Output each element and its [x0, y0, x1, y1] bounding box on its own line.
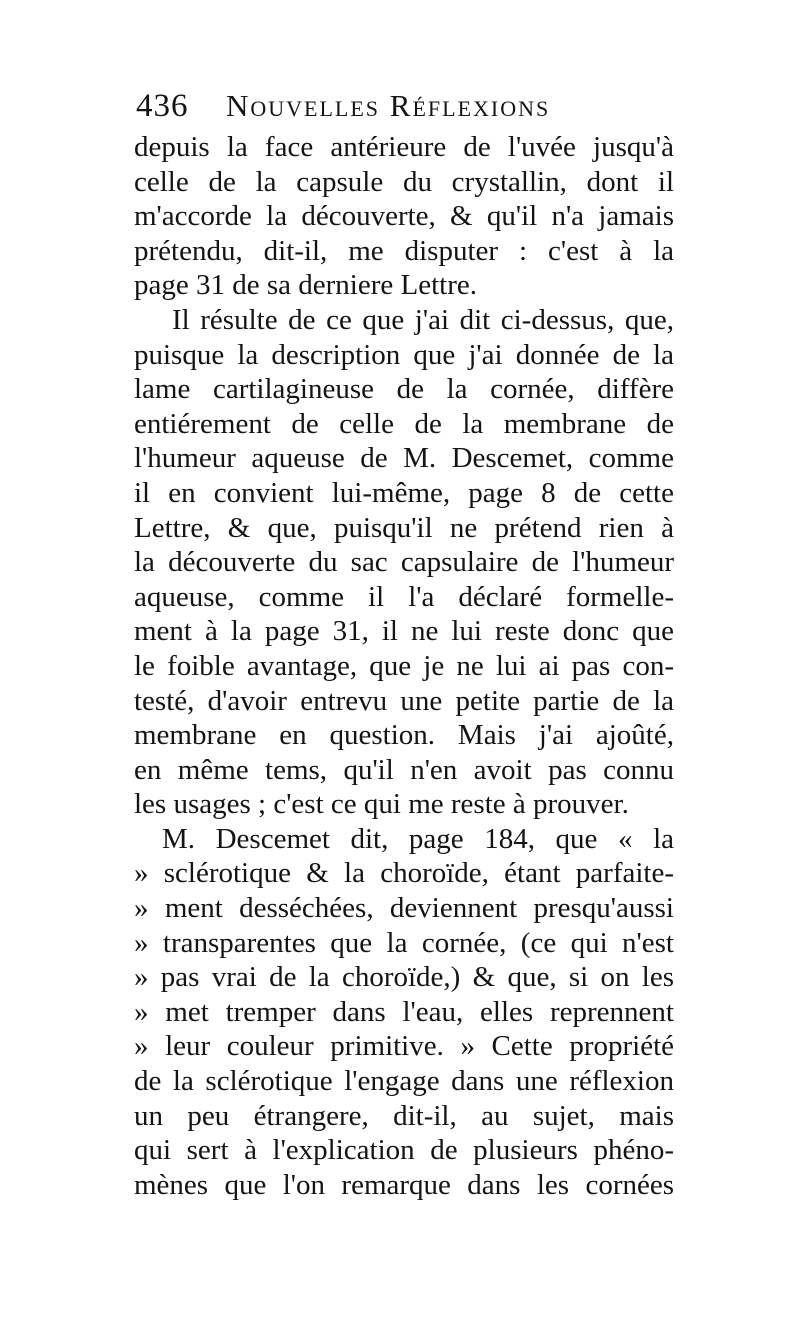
text-line: m'accorde la découverte, & qu'il n'a jamais	[134, 200, 674, 233]
page-header	[136, 82, 666, 130]
text-line: Lettre, & que, puisqu'il ne prétend rien à	[134, 511, 674, 544]
text-line: entiérement de celle de la membrane de	[134, 407, 674, 440]
text-line: depuis la face antérieure de l'uvée jusqu'à	[134, 131, 674, 163]
text-line: l'humeur aqueuse de M. Descemet, comme	[134, 442, 674, 475]
text-line: qui sert à l'explication de plusieurs phéno-	[134, 1134, 674, 1167]
body-text	[134, 130, 674, 1202]
text-line: celle de la capsule du crystallin, dont il	[134, 165, 674, 198]
quote-line: » ment desséchées, deviennent presqu'aussi	[134, 892, 674, 925]
text-line: un peu étrangere, dit-il, au sujet, mais	[134, 1099, 674, 1132]
text-line: puisque la description que j'ai donnée de la	[134, 338, 674, 371]
text-line: lame cartilagineuse de la cornée, diffère	[134, 373, 674, 406]
quote-line: » pas vrai de la choroïde,) & que, si on les	[134, 961, 674, 994]
text-line: testé, d'avoir entrevu une petite partie de la	[134, 684, 674, 717]
quote-line: » met tremper dans l'eau, elles reprennent	[134, 995, 674, 1028]
paragraph-start-line: M. Descemet dit, page 184, que « la	[162, 822, 674, 855]
text-line: aqueuse, comme il l'a déclaré formelle-	[134, 580, 674, 613]
text-line: mènes que l'on remarque dans les cornées	[134, 1168, 674, 1201]
text-line: en même tems, qu'il n'en avoit pas connu	[134, 753, 674, 786]
text-line: de la sclérotique l'engage dans une réflexion	[134, 1065, 674, 1098]
text-line: ment à la page 31, il ne lui reste donc que	[134, 615, 674, 648]
paragraph-end-line: page 31 de sa derniere Lettre.	[134, 269, 477, 302]
text-line: le foible avantage, que je ne lui ai pas con-	[134, 649, 674, 682]
paragraph-end-line: les usages ; c'est ce qui me reste à prouver.	[134, 788, 629, 821]
page-number: 436	[136, 88, 189, 124]
text-line: membrane en question. Mais j'ai ajoûté,	[134, 719, 674, 752]
quote-line: » leur couleur primitive. » Cette propriété	[134, 1030, 674, 1063]
text-line: la découverte du sac capsulaire de l'humeur	[134, 546, 674, 579]
quote-line: » sclérotique & la choroïde, étant parfaite-	[134, 857, 674, 890]
paragraph-start-line: Il résulte de ce que j'ai dit ci-dessus, que,	[172, 303, 674, 336]
quote-line: » transparentes que la cornée, (ce qui n'est	[134, 926, 674, 959]
running-title: Nouvelles Réflexions	[226, 88, 551, 123]
text-line: prétendu, dit-il, me disputer : c'est à la	[134, 234, 674, 267]
text-line: il en convient lui-même, page 8 de cette	[134, 476, 674, 509]
